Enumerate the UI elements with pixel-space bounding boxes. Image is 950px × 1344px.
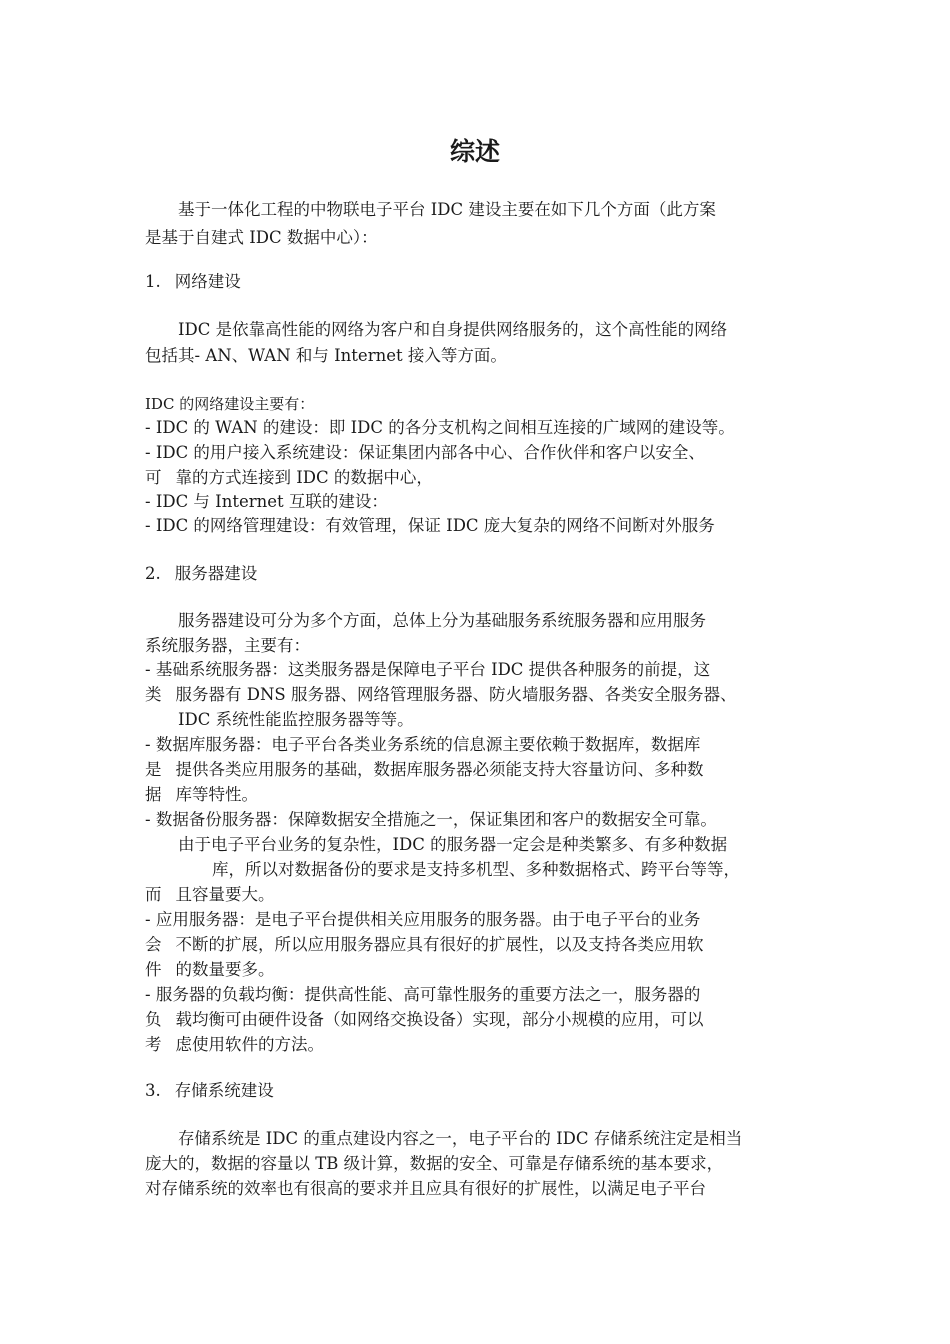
section-2-item-4-line-3-lead: 件 [145,960,162,979]
section-2-item-2-line-3-rest: 库等特性。 [175,785,258,804]
section-2-item-2-line-3 [145,783,258,807]
intro-line-2: 是基于自建式 IDC 数据中心）： [145,228,378,247]
section-1-para-line-1: IDC 是依靠高性能的网络为客户和自身提供网络服务的，这个高性能的网络 [178,320,728,339]
section-2-item-1-line-2-rest: 服务器有 DNS 服务器、网络管理服务器、防火墙服务器、各类安全服务器、 [175,685,737,704]
section-2-item-2-line-1: - 数据库服务器：电子平台各类业务系统的信息源主要依赖于数据库，数据库 [145,735,701,754]
section-2-item-4-line-2-rest: 不断的扩展，所以应用服务器应具有很好的扩展性，以及支持各类应用软 [175,935,704,954]
section-2-item-3-line-2: 由于电子平台业务的复杂性，IDC 的服务器一定会是种类繁多、有多种数据 [178,835,728,854]
section-2-item-4-line-1: - 应用服务器：是电子平台提供相关应用服务的服务器。由于电子平台的业务 [145,910,701,929]
section-1-item-4: - IDC 的网络管理建设：有效管理，保证 IDC 庞大复杂的网络不间断对外服务 [145,516,715,535]
section-2-item-5-line-3 [145,1033,324,1057]
section-1-item-2-line-2 [145,466,433,490]
section-2-para-line-2: 系统服务器，主要有： [145,636,310,655]
section-2-item-1-line-1: - 基础系统服务器：这类服务器是保障电子平台 IDC 提供各种服务的前提，这 [145,660,711,679]
section-3-heading [145,1079,274,1103]
section-2-item-1-line-2-lead: 类 [145,685,162,704]
section-1-item-2-line-1: - IDC 的用户接入系统建设：保证集团内部各中心、合作伙伴和客户以安全、 [145,443,705,462]
section-2-item-2-line-2-rest: 提供各类应用服务的基础，数据库服务器必须能支持大容量访问、多种数 [175,760,704,779]
section-3-number: 3. [145,1081,161,1100]
section-2-item-4-line-2-lead: 会 [145,935,162,954]
section-3-para-line-3: 对存储系统的效率也有很高的要求并且应具有很好的扩展性，以满足电子平台 [145,1179,706,1198]
section-2-number: 2. [145,564,161,583]
section-2-item-5-line-2-lead: 负 [145,1010,162,1029]
section-2-item-4-line-2 [145,933,704,957]
section-2-item-3-line-4-rest: 且容量要大。 [175,885,275,904]
section-2-item-5-line-3-rest: 虑使用软件的方法。 [175,1035,324,1054]
section-2-title: 服务器建设 [174,564,258,583]
section-1-list-title: IDC 的网络建设主要有： [145,395,315,413]
section-1-item-2-line-2-lead: 可 [145,468,162,487]
section-1-item-2-line-2-rest: 靠的方式连接到 IDC 的数据中心， [175,468,433,487]
section-2-heading [145,562,257,586]
section-1-item-3: - IDC 与 Internet 互联的建设： [145,492,388,511]
section-1-item-1: - IDC 的 WAN 的建设：即 IDC 的各分支机构之间相互连接的广域网的建设等。 [145,418,735,437]
section-2-item-3-line-4 [145,883,275,907]
section-2-para-line-1: 服务器建设可分为多个方面，总体上分为基础服务系统服务器和应用服务 [178,611,706,630]
section-2-item-3-line-3: 库，所以对数据备份的要求是支持多机型、多种数据格式、跨平台等等， [212,860,740,879]
page-title: 综述 [449,137,500,166]
section-3-para-line-1: 存储系统是 IDC 的重点建设内容之一，电子平台的 IDC 存储系统注定是相当 [178,1129,743,1148]
section-2-item-4-line-3-rest: 的数量要多。 [175,960,275,979]
section-2-item-4-line-3 [145,958,275,982]
section-1-para-line-2: 包括其- AN、WAN 和与 Internet 接入等方面。 [145,346,507,365]
section-1-heading [145,270,241,294]
section-2-item-2-line-2 [145,758,704,782]
section-1-number: 1. [145,272,161,291]
section-3-title: 存储系统建设 [174,1081,274,1100]
section-2-item-1-line-2 [145,683,736,707]
section-3-para-line-2: 庞大的，数据的容量以 TB 级计算，数据的安全、可靠是存储系统的基本要求， [145,1154,724,1173]
section-2-item-2-line-3-lead: 据 [145,785,162,804]
section-1-title: 网络建设 [174,272,241,291]
section-2-item-5-line-1: - 服务器的负载均衡：提供高性能、高可靠性服务的重要方法之一，服务器的 [145,985,701,1004]
section-2-item-5-line-2 [145,1008,704,1032]
intro-line-1: 基于一体化工程的中物联电子平台 IDC 建设主要在如下几个方面（此方案 [178,200,716,219]
section-2-item-3-line-1: - 数据备份服务器：保障数据安全措施之一，保证集团和客户的数据安全可靠。 [145,810,717,829]
section-2-item-5-line-3-lead: 考 [145,1035,162,1054]
section-2-item-3-line-4-lead: 而 [145,885,162,904]
section-2-item-2-line-2-lead: 是 [145,760,162,779]
section-2-item-1-line-3: IDC 系统性能监控服务器等等。 [178,710,414,729]
section-2-item-5-line-2-rest: 载均衡可由硬件设备（如网络交换设备）实现，部分小规模的应用，可以 [175,1010,704,1029]
